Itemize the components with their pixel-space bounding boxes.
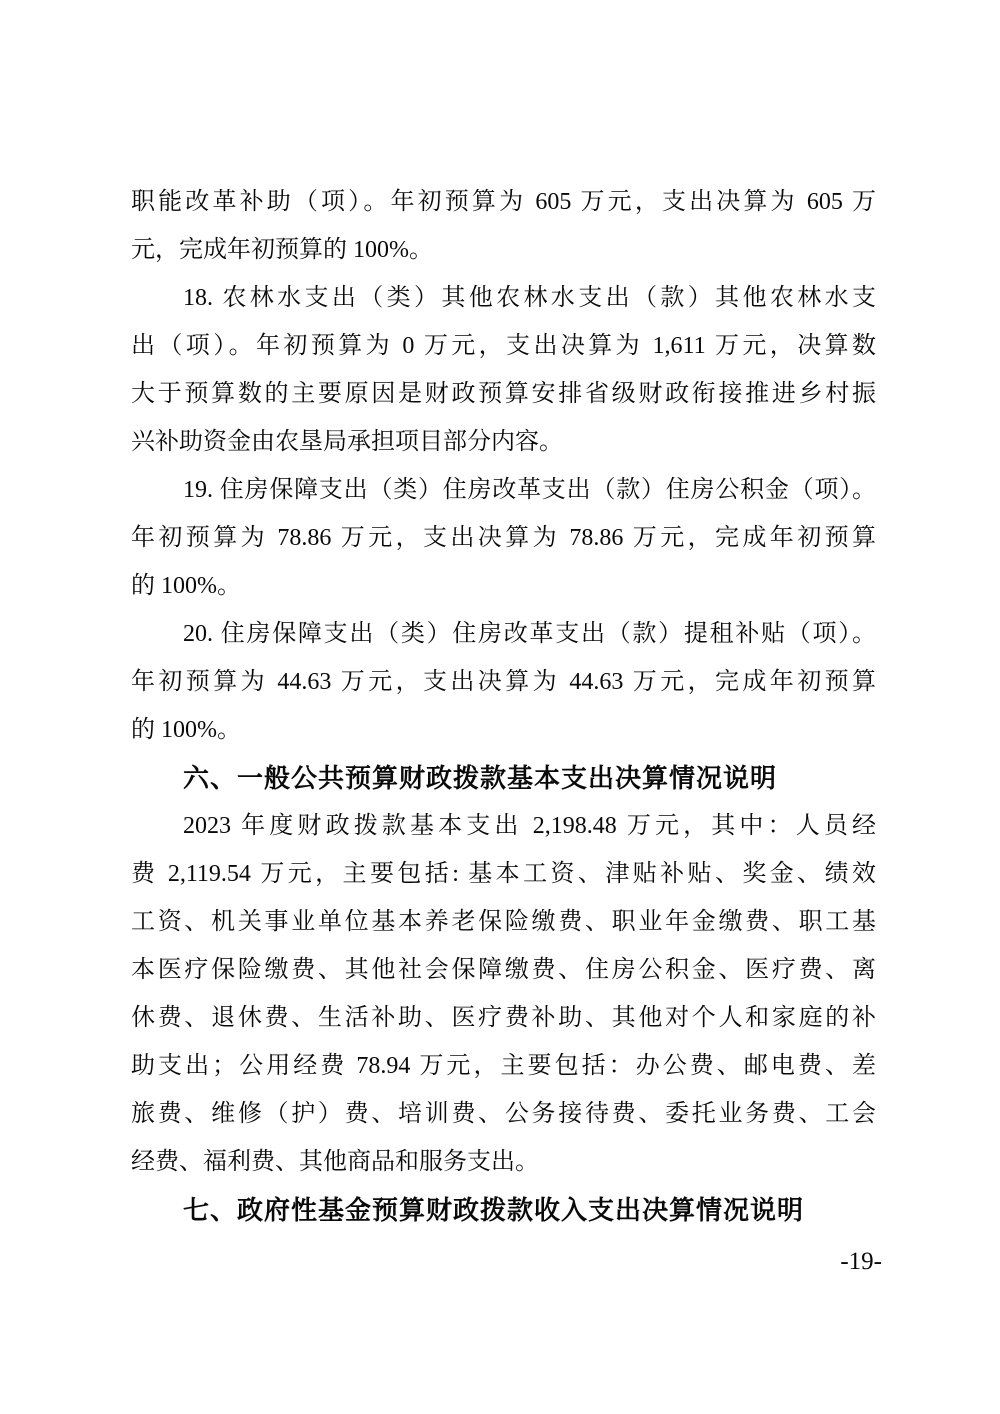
text-line: 出（项）。年初预算为 0 万元，支出决算为 1,611 万元，决算数 xyxy=(131,333,876,359)
text-line: 19. 住房保障支出（类）住房改革支出（款）住房公积金（项）。 xyxy=(183,477,876,503)
section-heading: 七、政府性基金预算财政拨款收入支出决算情况说明 xyxy=(183,1195,805,1225)
section-heading: 六、一般公共预算财政拨款基本支出决算情况说明 xyxy=(183,763,778,793)
text-line: 经费、福利费、其他商品和服务支出。 xyxy=(131,1149,539,1175)
text-line: 年初预算为 44.63 万元，支出决算为 44.63 万元，完成年初预算 xyxy=(131,669,876,695)
text-line: 年初预算为 78.86 万元，支出决算为 78.86 万元，完成年初预算 xyxy=(131,525,876,551)
text-line: 大于预算数的主要原因是财政预算安排省级财政衔接推进乡村振 xyxy=(131,381,876,407)
text-line: 兴补助资金由农垦局承担项目部分内容。 xyxy=(131,429,563,455)
text-line: 旅费、维修（护）费、培训费、公务接待费、委托业务费、工会 xyxy=(131,1101,876,1127)
text-line: 工资、机关事业单位基本养老保险缴费、职业年金缴费、职工基 xyxy=(131,909,876,935)
text-line: 休费、退休费、生活补助、医疗费补助、其他对个人和家庭的补 xyxy=(131,1005,876,1031)
text-line: 元，完成年初预算的 100%。 xyxy=(131,237,433,263)
page-number: -19- xyxy=(840,1248,882,1275)
text-line: 20. 住房保障支出（类）住房改革支出（款）提租补贴（项）。 xyxy=(183,621,876,647)
text-line: 18. 农林水支出（类）其他农林水支出（款）其他农林水支 xyxy=(183,285,876,311)
document-content xyxy=(131,178,876,1234)
text-line: 费 2,119.54 万元，主要包括: 基本工资、津贴补贴、奖金、绩效 xyxy=(131,861,876,887)
text-line: 助支出；公用经费 78.94 万元，主要包括：办公费、邮电费、差 xyxy=(131,1053,876,1079)
text-line: 职能改革补助（项）。年初预算为 605 万元，支出决算为 605 万 xyxy=(131,189,876,215)
text-line: 的 100%。 xyxy=(131,717,241,743)
text-line: 2023 年度财政拨款基本支出 2,198.48 万元，其中：人员经 xyxy=(183,813,876,839)
text-line: 的 100%。 xyxy=(131,573,241,599)
text-line: 本医疗保险缴费、其他社会保障缴费、住房公积金、医疗费、离 xyxy=(131,957,876,983)
